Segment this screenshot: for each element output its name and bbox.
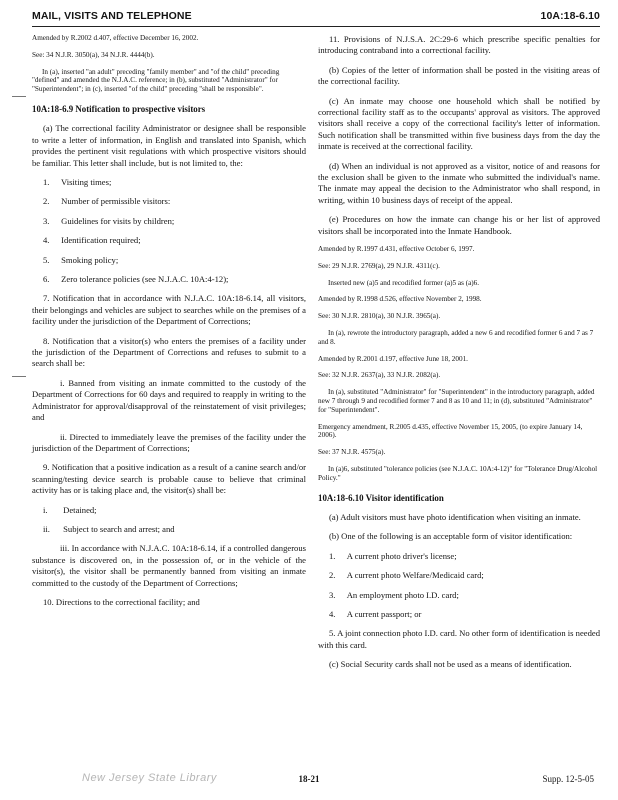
list-item: 4. Identification required; bbox=[43, 235, 141, 246]
paragraph-a: (a) The correctional facility Administrator or designee shall be responsible to write a letter of information, in English and translated into Spanish, which provides the pertinent visit regulations with which prospective visitors should be familiar. This letter shall include, but is not limited to, the: bbox=[32, 123, 306, 168]
paragraph-d: (d) When an individual is not approved as a visitor, notice of and reasons for the exclusion shall be given to the inmate who submitted the individual's name. The inmate may appeal the decision to the Administrator who shall respond, in writing, within 10 business days of receipt of the appeal. bbox=[318, 160, 600, 205]
amendment-note: See: 37 N.J.R. 4575(a). bbox=[318, 448, 386, 457]
list-item-5-joint-id: 5. A joint connection photo I.D. card. No other form of identification is needed with this card. bbox=[318, 628, 600, 650]
list-item: 3. An employment photo I.D. card; bbox=[329, 589, 459, 600]
amendment-note: In (a), substituted "Administrator" for "Superintendent" in the introductory paragraph, added new 7 through 9 and recodified former 7 and 8 as 10 and 11; in (d), substituted "Administrator" for "Superintendent". bbox=[318, 388, 595, 414]
amendment-note: In (a), inserted "an adult" preceding "family member" and "of the child" preceding "defined" and amended the N.J.A.C. reference; in (b), substituted "Administrator" for "Superintendent"; in (c), inserted "of the child" preceding "shall be responsible". bbox=[32, 67, 280, 94]
list-item: 6. Zero tolerance policies (see N.J.A.C. 10A:4-12); bbox=[43, 274, 229, 285]
amendment-note: See: 32 N.J.R. 2637(a), 33 N.J.R. 2082(a). bbox=[318, 371, 441, 380]
header-title: MAIL, VISITS AND TELEPHONE bbox=[32, 10, 192, 22]
list-item: 5. Smoking policy; bbox=[43, 254, 119, 265]
amendment-note: See: 34 N.J.R. 3050(a), 34 N.J.R. 4444(b). bbox=[32, 50, 155, 59]
list-item-9-i: i. Detained; bbox=[43, 504, 97, 515]
list-item: 1. A current photo driver's license; bbox=[329, 550, 457, 561]
paragraph-c: (c) An inmate may choose one household which shall be notified by correctional facility staff as to the occupants' approval as visitors. The approved visitors shall receive a copy of the correctional facility's letter of information. Such notification shall be transmitted within five business days from the day the inmate is received at the correctional facility. bbox=[318, 95, 600, 152]
right-column bbox=[318, 34, 600, 679]
amendment-note: Amended by R.1997 d.431, effective October 6, 1997. bbox=[318, 245, 475, 254]
margin-mark bbox=[12, 96, 26, 97]
list-item-8: 8. Notification that a visitor(s) who enters the premises of a facility under the jurisdiction of the Department of Corrections and refuses to submit to a search shall be: bbox=[32, 335, 306, 369]
list-item: 1. Visiting times; bbox=[43, 177, 112, 188]
amendment-note: Amended by R.1998 d.526, effective November 2, 1998. bbox=[318, 295, 482, 304]
amendment-note: See: 29 N.J.R. 2769(a), 29 N.J.R. 4311(c). bbox=[318, 261, 440, 270]
list-item-9: 9. Notification that a positive indication as a result of a canine search and/or scanning/testing device search is probable cause to believe that criminal activity has or is taking place and, the visitor(s) shall be: bbox=[32, 462, 306, 496]
list-item-8-ii: ii. Directed to immediately leave the premises of the facility under the jurisdiction of the Department of Corrections; bbox=[32, 431, 306, 453]
amendment-note: Emergency amendment, R.2005 d.435, effective November 15, 2005, (to expire January 14, 2006). bbox=[318, 422, 583, 440]
header-rule bbox=[32, 26, 600, 27]
amendment-note: Amended by R.2002 d.407, effective December 16, 2002. bbox=[32, 34, 199, 42]
list-item: 4. A current passport; or bbox=[329, 609, 422, 620]
section-heading-6-9: 10A:18-6.9 Notification to prospective visitors bbox=[32, 103, 206, 114]
list-item: 2. A current photo Welfare/Medicaid card; bbox=[329, 570, 484, 581]
supplement-date: Supp. 12-5-05 bbox=[542, 774, 594, 784]
paragraph-c-visitor-id: (c) Social Security cards shall not be used as a means of identification. bbox=[329, 659, 572, 670]
paragraph-b-visitor-id: (b) One of the following is an acceptable form of visitor identification: bbox=[329, 531, 573, 542]
amendment-note: See: 30 N.J.R. 2810(a), 30 N.J.R. 3965(a). bbox=[318, 312, 441, 321]
amendment-note: In (a), rewrote the introductory paragraph, added a new 6 and recodified former 6 and 7 as 7 and 8. bbox=[318, 329, 594, 346]
running-header bbox=[32, 8, 600, 24]
list-item-8-i: i. Banned from visiting an inmate committed to the custody of the Department of Corrections for 60 days and required to reapply in writing to the Administrator for approval/disapproval of the reinstatement of visit privileges; and bbox=[32, 377, 306, 423]
list-item-9-ii: ii. Subject to search and arrest; and bbox=[43, 523, 175, 534]
list-item-9-iii: iii. In accordance with N.J.A.C. 10A:18-6.14, if a controlled dangerous substance is discovered on, in the possession of, or in the vehicle of the visitor(s), the visitor shall be permanently banned from visiting an inmate committed to the custody of the Department of Corrections; bbox=[32, 543, 306, 588]
paragraph-a-visitor-id: (a) Adult visitors must have photo identification when visiting an inmate. bbox=[329, 512, 581, 523]
library-watermark: New Jersey State Library bbox=[82, 772, 217, 784]
amendment-note: Amended by R.2001 d.197, effective June 18, 2001. bbox=[318, 354, 468, 363]
header-section: 10A:18-6.10 bbox=[540, 10, 600, 22]
margin-mark bbox=[12, 376, 26, 377]
paragraph-e: (e) Procedures on how the inmate can change his or her list of approved visitors shall be incorporated into the Inmate Handbook. bbox=[318, 214, 600, 236]
paragraph-b: (b) Copies of the letter of information shall be posted in the visiting areas of the correctional facility. bbox=[318, 64, 600, 87]
page-number: 18-21 bbox=[298, 774, 320, 784]
list-item-7: 7. Notification that in accordance with N.J.A.C. 10A:18-6.14, all visitors, their belongings and vehicles are subject to searches while on the premises of a facility under the jurisdiction of the Department of Corrections; bbox=[32, 293, 306, 327]
section-heading-6-10: 10A:18-6.10 Visitor identification bbox=[318, 492, 444, 503]
left-column bbox=[32, 34, 306, 616]
list-item: 3. Guidelines for visits by children; bbox=[43, 215, 175, 226]
amendment-note: In (a)6, substituted "tolerance policies (see N.J.A.C. 10A:4-12)" for "Tolerance Drug/Alcohol Policy." bbox=[318, 465, 598, 482]
list-item-10: 10. Directions to the correctional facility; and bbox=[43, 596, 200, 607]
amendment-note: Inserted new (a)5 and recodified former (a)5 as (a)6. bbox=[328, 278, 480, 287]
list-item-11: 11. Provisions of N.J.S.A. 2C:29-6 which prescribe specific penalties for introducing contraband into a correctional facility. bbox=[318, 34, 600, 56]
list-item: 2. Number of permissible visitors: bbox=[43, 196, 171, 207]
